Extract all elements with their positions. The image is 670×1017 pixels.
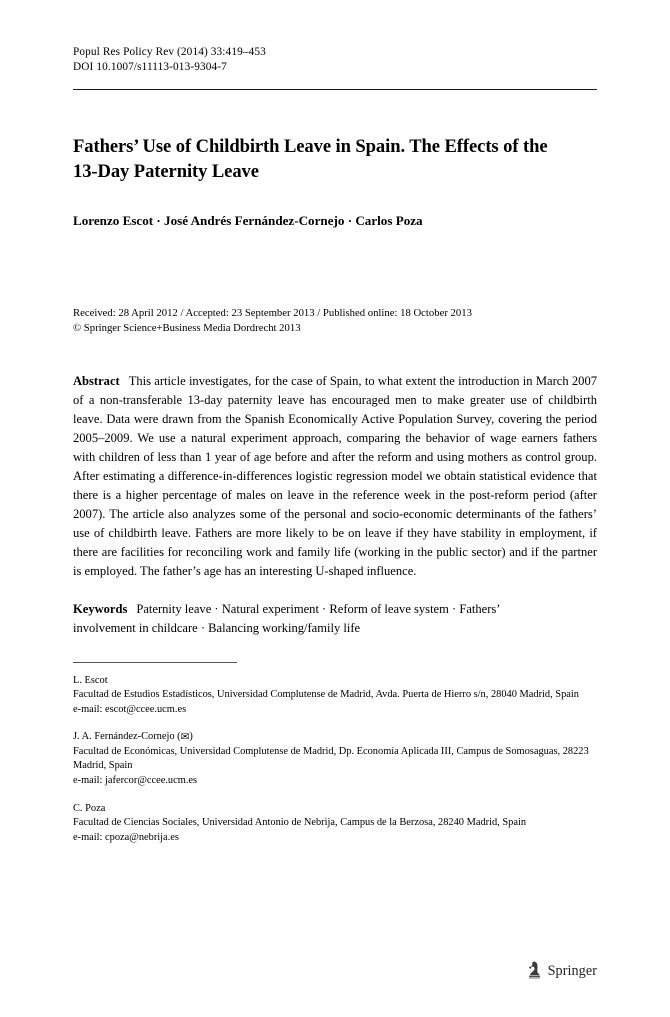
affiliation-author: J. A. Fernández-Cornejo (✉) <box>73 731 193 744</box>
keywords-text: Paternity leave · Natural experiment · Reform of leave system · Fathers’ involvement in childcare · Balancing working/family life <box>73 602 500 636</box>
publisher-name: Springer <box>547 962 597 979</box>
affiliation-address: Facultad de Estudios Estadísticos, Universidad Complutense de Madrid, Avda. Puerta de Hierro s/n, 28040 Madrid, Spain <box>73 689 579 701</box>
affiliation-email[interactable]: e-mail: cpoza@nebrija.es <box>73 831 179 843</box>
journal-header <box>73 0 597 75</box>
affiliation-item <box>73 674 597 718</box>
envelope-icon: ✉ <box>180 732 190 744</box>
affiliation-email[interactable]: e-mail: jafercor@ccee.ucm.es <box>73 775 198 787</box>
publication-history <box>73 306 597 337</box>
affiliations-block <box>73 674 597 846</box>
page-title: Fathers’ Use of Childbirth Leave in Spain. The Effects of the 13-Day Paternity Leave <box>73 136 548 182</box>
copyright-line: © Springer Science+Business Media Dordrecht 2013 <box>73 322 301 335</box>
affiliation-item <box>73 802 597 846</box>
abstract-section <box>73 372 597 582</box>
affiliation-author-name: J. A. Fernández-Cornejo <box>73 731 175 743</box>
affiliation-address: Facultad de Ciencias Sociales, Universidad Antonio de Nebrija, Campus de la Berzosa, 28240 Madrid, Spain <box>73 817 527 829</box>
publisher-logo <box>526 961 597 981</box>
springer-knight-icon <box>526 961 543 981</box>
abstract-text: This article investigates, for the case of Spain, to what extent the introduction in March 2007 of a non-transferable 13-day paternity leave has encouraged men to make greater use of childbirth leave. Data were drawn from the Spanish Economically Active Population Survey, covering the period 2005–2009. We use a natural experiment approach, comparing the behavior of wage earners fathers with children of less than 1 year of age before and after the reform and using mothers as control group. After estimating a difference-in-differences logistic regression model we obtain statistical evidence that there is a higher percentage of males on leave in the reference week in the post-reform period (after 2007). The article also analyzes some of the personal and socio-economic determinants of the fathers’ use of childbirth leave. Fathers are more likely to be on leave if they have stability in employment, if there are facilities for reconciling work and family life (working in the public sector) and if the partner is employed. The father’s age has an interesting U-shaped influence. <box>73 373 597 579</box>
received-accepted-line: Received: 28 April 2012 / Accepted: 23 September 2013 / Published online: 18 October 2013 <box>73 306 472 319</box>
affiliation-email[interactable]: e-mail: escot@ccee.ucm.es <box>73 703 187 715</box>
journal-citation: Popul Res Policy Rev (2014) 33:419–453 <box>73 46 266 58</box>
affiliation-address: Facultad de Económicas, Universidad Complutense de Madrid, Dp. Economía Aplicada III, Campus de Somosaguas, 28223 Madrid, Spain <box>73 745 589 772</box>
affiliation-author: L. Escot <box>73 674 108 686</box>
affiliation-item <box>73 730 597 788</box>
page-content <box>73 0 597 858</box>
keywords-section <box>73 600 543 638</box>
keywords-label: Keywords <box>73 602 128 617</box>
header-divider <box>73 89 597 90</box>
journal-doi: DOI 10.1007/s11113-013-9304-7 <box>73 61 227 74</box>
footnote-divider <box>73 662 237 663</box>
author-list: Lorenzo Escot · José Andrés Fernández-Cornejo · Carlos Poza <box>73 213 423 229</box>
abstract-label: Abstract <box>73 373 120 388</box>
affiliation-author: C. Poza <box>73 802 106 814</box>
